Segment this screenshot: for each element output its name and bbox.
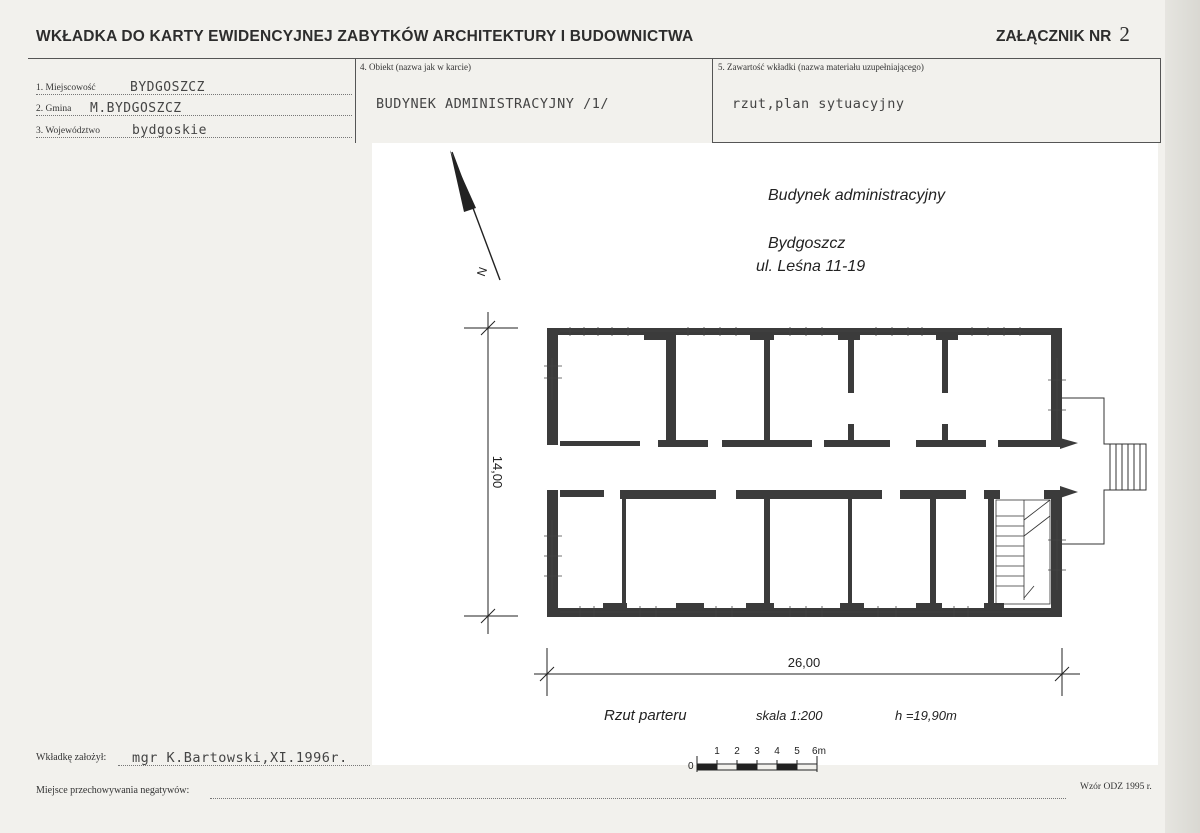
width-dimension-label: 26,00 <box>787 655 821 670</box>
height-dimension-label: 14,00 <box>490 455 505 489</box>
width-dimension <box>534 648 1080 696</box>
plan-scale: skala 1:200 <box>756 708 823 723</box>
plan-city: Bydgoszcz <box>768 235 846 252</box>
scale-bar <box>688 746 826 772</box>
form-title: WKŁADKA DO KARTY EWIDENCYJNEJ ZABYTKÓW ARCHITEKTURY I BUDOWNICTWA <box>36 28 694 45</box>
city-label: 1. Miejscowość <box>36 83 96 93</box>
north-arrow-icon <box>450 150 500 280</box>
commune-label: 2. Gmina <box>36 104 72 114</box>
scale-tick-3: 3 <box>754 746 760 757</box>
contents-label: 5. Zawartość wkładki (nazwa materiału uzupełniającego) <box>718 62 924 72</box>
province-label: 3. Województwo <box>36 126 100 136</box>
scale-tick-6: 6m <box>812 746 826 757</box>
storage-label: Miejsce przechowywania negatywów: <box>36 785 190 796</box>
contents-value: rzut,plan sytuacyjny <box>732 96 905 112</box>
made-by-label: Wkładkę założył: <box>36 752 107 763</box>
annex-label-text: ZAŁĄCZNIK NR <box>996 28 1112 45</box>
entrance-porch <box>1062 398 1146 544</box>
plan-title: Budynek administracyjny <box>768 187 945 204</box>
scale-tick-4: 4 <box>774 746 780 757</box>
north-label: N <box>474 265 491 279</box>
building-walls <box>547 328 1062 617</box>
template-note: Wzór ODZ 1995 r. <box>1080 782 1152 792</box>
plan-height-note: h =19,90m <box>895 708 957 723</box>
entrance-arrow-lower <box>1060 486 1078 498</box>
staircase <box>996 500 1050 604</box>
height-dimension <box>464 312 518 634</box>
commune-value: M.BYDGOSZCZ <box>90 101 182 116</box>
object-label: 4. Obiekt (nazwa jak w karcie) <box>360 62 471 72</box>
plan-caption: Rzut parteru <box>604 707 687 724</box>
scale-tick-5: 5 <box>794 746 800 757</box>
scale-zero: 0 <box>688 761 694 772</box>
scale-tick-2: 2 <box>734 746 740 757</box>
province-value: bydgoskie <box>132 123 207 138</box>
plan-street: ul. Leśna 11-19 <box>756 258 866 275</box>
annex-number: 2 <box>1119 22 1130 46</box>
storage-line <box>210 797 1066 799</box>
entrance-arrow-upper <box>1060 438 1078 449</box>
object-value: BUDYNEK ADMINISTRACYJNY /1/ <box>376 96 609 112</box>
city-value: BYDGOSZCZ <box>130 80 205 95</box>
made-by-value: mgr K.Bartowski,XI.1996r. <box>132 750 348 766</box>
scale-tick-1: 1 <box>714 746 720 757</box>
